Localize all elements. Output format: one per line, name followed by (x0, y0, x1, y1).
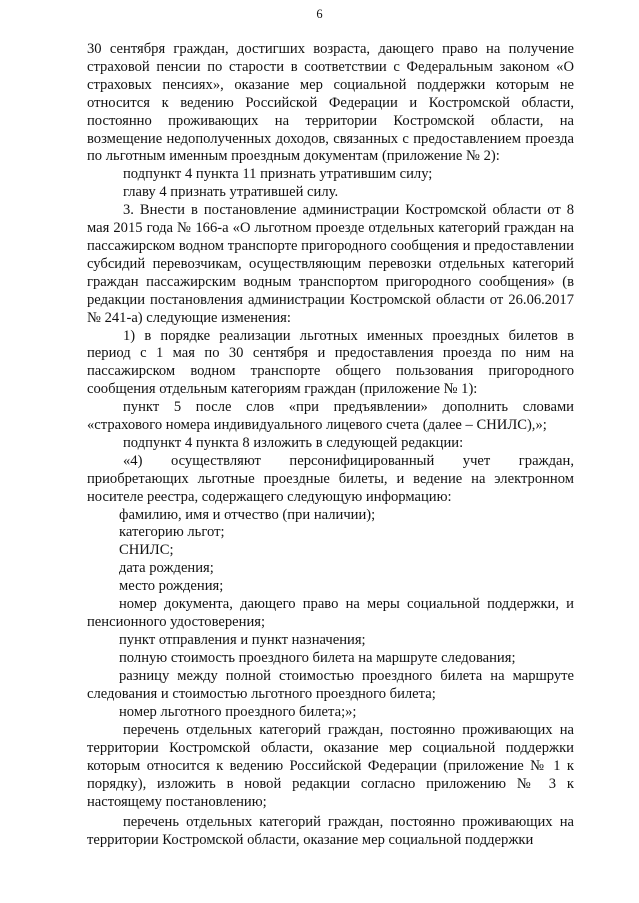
paragraph-quoted-4: «4) осуществляют персонифицированный учет граждан, приобретающих льготные проездные билеты, и ведение на электронном носителе реестра, содержащего следующую информацию: (87, 452, 574, 505)
list-item-snils: СНИЛС; (119, 542, 174, 559)
paragraph-list-appendix-1: перечень отдельных категорий граждан, постоянно проживающих на территории Костромской области, оказание мер социальной поддержки которым относится к ведению Российской Федерации (приложение № 1 к порядку), изложить в новой редакции согласно приложению № 3 к настоящему постановлению; (87, 721, 574, 810)
list-item-document-number: номер документа, дающего право на меры социальной поддержки, и пенсионного удостоверения; (87, 596, 574, 630)
paragraph-chapter-4: главу 4 признать утратившей силу. (123, 184, 339, 201)
paragraph-item-3-1: 1) в порядке реализации льготных именных проездных билетов в период с 1 мая по 30 сентября и предоставления проезда по ним на пассажирском водном транспорте общего пользования пригородного сообщения отдельным категориям граждан (приложение № 1): (87, 327, 574, 398)
document-body (87, 41, 574, 850)
list-item-ticket-number: номер льготного проездного билета;»; (119, 703, 357, 720)
list-item-birth-date: дата рождения; (119, 560, 214, 577)
paragraph-subpoint-4: подпункт 4 пункта 11 признать утратившим силу; (123, 166, 433, 183)
list-item-full-name: фамилию, имя и отчество (при наличии); (119, 506, 376, 523)
paragraph-list-appendix-continued: перечень отдельных категорий граждан, постоянно проживающих на территории Костромской области, оказание мер социальной поддержки (87, 813, 574, 848)
list-item-full-cost: полную стоимость проездного билета на маршруте следования; (119, 649, 516, 666)
page-number: 6 (316, 7, 323, 21)
paragraph-point-5: пункт 5 после слов «при предъявлении» дополнить словами «страхового номера индивидуального лицевого счета (далее – СНИЛС),»; (87, 399, 574, 434)
list-item-category: категорию льгот; (119, 524, 225, 541)
paragraph-point-8: подпункт 4 пункта 8 изложить в следующей редакции: (123, 434, 464, 451)
list-item-cost-difference: разницу между полной стоимостью проездного билета на маршруте следования и стоимостью льготного проездного билета; (87, 667, 574, 702)
list-item-route-points: пункт отправления и пункт назначения; (119, 631, 366, 648)
paragraph-item-3: 3. Внести в постановление администрации Костромской области от 8 мая 2015 года № 166-а «О льготном проезде отдельных категорий граждан на пассажирском водном транспорте пригородного сообщения и предоставлении субсидий перевозчикам, осуществляющим перевозки отдельных категорий граждан пассажирским водным транспортом пригородного сообщения» (в редакции постановления администрации Костромской области от 26.06.2017 № 241-а) следующие изменения: (87, 202, 574, 326)
paragraph-continuation: 30 сентября граждан, достигших возраста, дающего право на получение страховой пенсии по старости в соответствии с Федеральным законом «О страховых пенсиях», оказание мер социальной поддержки которым не относится к ведению Российской Федерации и Костромской области, постоянно проживающих на территории Костромской области, на возмещение недополученных доходов, связанных с предоставлением проезда по льготным именным проездным документам (приложение № 2): (87, 41, 574, 165)
list-item-birth-place: место рождения; (119, 578, 224, 595)
